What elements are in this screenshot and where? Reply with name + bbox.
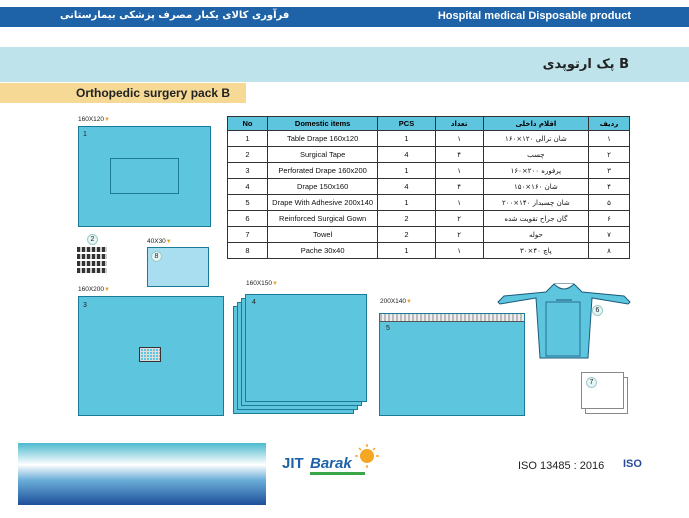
figure-7-number: 7 bbox=[586, 377, 597, 388]
figure-6-number: 6 bbox=[592, 305, 603, 316]
figure-4-drape bbox=[245, 294, 367, 402]
col-count-fa: تعداد bbox=[435, 117, 483, 131]
figure-4-number: 4 bbox=[252, 299, 256, 306]
figure-5-size: 200X140▼ bbox=[380, 298, 412, 305]
figure-3-size: 160X200▼ bbox=[78, 286, 110, 293]
figure-8-number: 8 bbox=[151, 251, 162, 262]
figure-5-number: 5 bbox=[386, 325, 390, 332]
perforation-window bbox=[139, 347, 161, 362]
iso-certification: ISO 13485 : 2016 bbox=[518, 460, 605, 472]
svg-text:JIT: JIT bbox=[282, 455, 304, 472]
footer-wave bbox=[18, 443, 266, 505]
page-subtitle: Orthopedic surgery pack B bbox=[76, 86, 231, 100]
figure-3-perforated-drape bbox=[78, 296, 224, 416]
tagline: Hospital medical Disposable product bbox=[437, 10, 631, 22]
brand-logo bbox=[282, 443, 382, 483]
figure-2-surgical-tapes bbox=[77, 247, 107, 275]
col-items-fa: اقلام داخلی bbox=[483, 117, 588, 131]
top-banner bbox=[0, 7, 689, 27]
figure-7-towel bbox=[581, 372, 624, 409]
table-header-row bbox=[228, 117, 630, 131]
drape-window bbox=[110, 158, 179, 194]
tape-strip bbox=[77, 261, 107, 266]
title-bar bbox=[0, 47, 689, 82]
table-row: 6 Reinforced Surgical Gown 2 ۲ گان جراح تقویت شده ۶ bbox=[228, 211, 630, 227]
tape-strip bbox=[77, 268, 107, 273]
figure-1-table-drape bbox=[78, 126, 211, 227]
figure-8-size: 40X30▼ bbox=[147, 238, 172, 245]
iso-logo: ISO bbox=[623, 458, 642, 470]
subtitle-bar bbox=[0, 83, 246, 103]
table-row: 8 Pache 30x40 1 ۱ پاچ ۴۰×۳۰ ۸ bbox=[228, 243, 630, 259]
figure-6-surgical-gown bbox=[496, 278, 632, 360]
figure-2-number: 2 bbox=[87, 234, 98, 245]
table-row: 2 Surgical Tape 4 ۴ چسب ۲ bbox=[228, 147, 630, 163]
table-row: 3 Perforated Drape 160x200 1 ۱ پرفوره ۲۰۰×۱۶۰ ۳ bbox=[228, 163, 630, 179]
figure-4-size: 160X150▼ bbox=[246, 280, 278, 287]
svg-text:Barak: Barak bbox=[310, 455, 352, 472]
table-row: 1 Table Drape 160x120 1 ۱ شان ترالی ۱۲۰×۱۶۰ ۱ bbox=[228, 131, 630, 147]
page-title-fa: پک ارتوپدی B bbox=[542, 57, 629, 72]
figure-8-pache bbox=[147, 247, 209, 287]
table-row: 5 Drape With Adhesive 200x140 1 ۱ شان چسبدار ۱۴۰×۲۰۰ ۵ bbox=[228, 195, 630, 211]
col-domestic-items: Domestic items bbox=[267, 117, 377, 131]
tape-strip bbox=[77, 254, 107, 259]
figure-3-number: 3 bbox=[83, 302, 87, 309]
tape-strip bbox=[77, 247, 107, 252]
table-row: 7 Towel 2 ۲ حوله ۷ bbox=[228, 227, 630, 243]
items-table bbox=[227, 116, 630, 259]
company-name-fa: فرآوری کالای یکبار مصرف پزشکی بیمارستانی bbox=[60, 10, 290, 21]
col-row-fa: ردیف bbox=[589, 117, 630, 131]
figure-1-size: 160X120▼ bbox=[78, 116, 110, 123]
col-pcs: PCS bbox=[378, 117, 435, 131]
figure-1-number: 1 bbox=[83, 131, 87, 138]
table-row: 4 Drape 150x160 4 ۴ شان ۱۶۰×۱۵۰ ۴ bbox=[228, 179, 630, 195]
col-no: No bbox=[228, 117, 268, 131]
